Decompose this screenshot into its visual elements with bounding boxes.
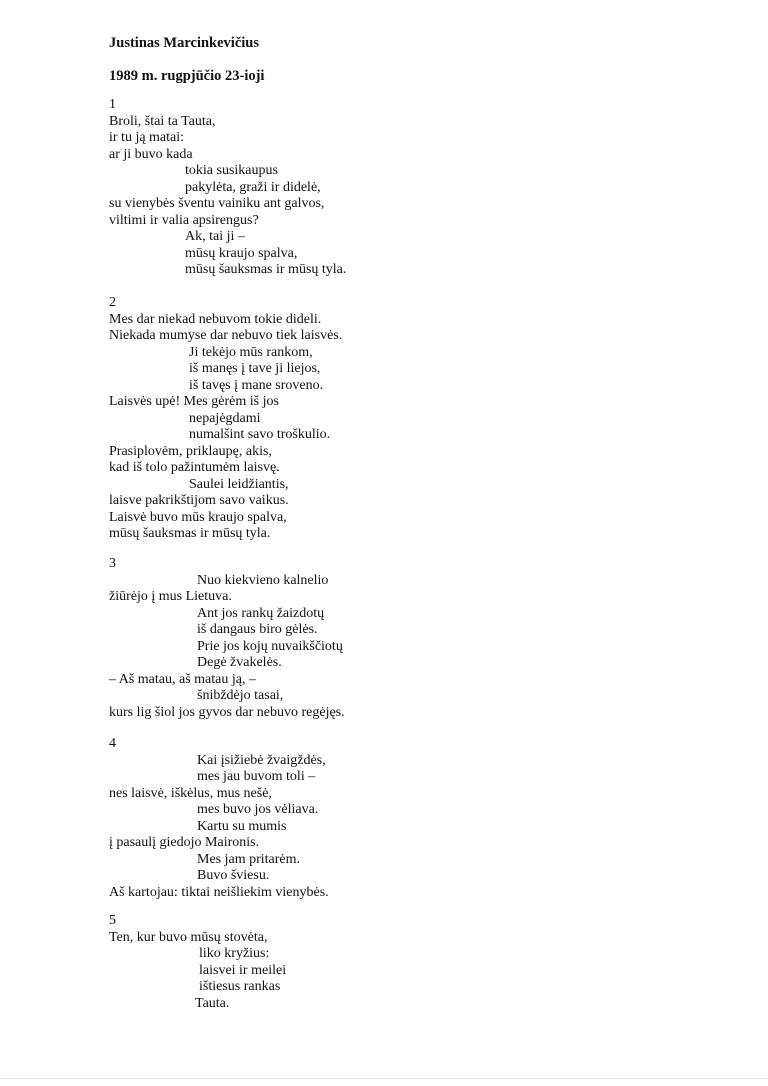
verse-line: mes jau buvom toli – xyxy=(197,769,316,784)
verse-line: Laisvės upė! Mes gėrėm iš jos xyxy=(109,394,279,409)
verse-line: kurs lig šiol jos gyvos dar nebuvo regėjęs. xyxy=(109,704,345,720)
stanza-number: 4 xyxy=(109,736,116,751)
stanza-number: 3 xyxy=(109,556,116,571)
verse-line: mūsų šauksmas ir mūsų tyla. xyxy=(185,262,347,277)
verse-line: Saulei leidžiantis, xyxy=(189,476,289,492)
stanza-3 xyxy=(109,556,709,721)
poem-title: 1989 m. rugpjūčio 23-ioji xyxy=(109,68,265,84)
verse-line: Mes dar niekad nebuvom tokie dideli. xyxy=(109,311,322,327)
verse-line: ir tu ją matai: xyxy=(109,130,185,145)
verse-line: į pasaulį giedojo Maironis. xyxy=(109,835,260,850)
verse-line: šnibždėjo tasai, xyxy=(197,688,284,703)
stanza-number: 1 xyxy=(109,97,116,112)
verse-line: ar ji buvo kada xyxy=(109,146,193,162)
verse-line: Mes jam pritarėm. xyxy=(197,851,301,867)
verse-line: pakylėta, graži ir didelė, xyxy=(185,179,321,195)
verse-line: mūsų šauksmas ir mūsų tyla. xyxy=(109,526,271,541)
verse-line: – Aš matau, aš matau ją, – xyxy=(109,671,256,687)
verse-line: Laisvė buvo mūs kraujo spalva, xyxy=(109,509,287,525)
stanza-1 xyxy=(109,97,709,279)
verse-line: laisve pakrikštijom savo vaikus. xyxy=(109,493,289,508)
stanza-4 xyxy=(109,736,709,901)
verse-line: su vienybės šventu vainiku ant galvos, xyxy=(109,196,325,211)
verse-line: Tauta. xyxy=(195,995,230,1011)
verse-line: mes buvo jos vėliava. xyxy=(197,802,319,817)
verse-line: tokia susikaupus xyxy=(185,163,278,178)
verse-line: laisvei ir meilei xyxy=(199,962,287,978)
verse-line: Buvo šviesu. xyxy=(197,868,270,883)
verse-line: numalšint savo troškulio. xyxy=(189,427,331,442)
verse-line: Prie jos kojų nuvaikščiotų xyxy=(197,638,343,654)
verse-line: Ant jos rankų žaizdotų xyxy=(197,605,325,621)
verse-line: mūsų kraujo spalva, xyxy=(185,245,298,261)
author-name: Justinas Marcinkevičius xyxy=(109,35,259,51)
verse-line: Degė žvakelės. xyxy=(197,655,282,670)
page-bottom-edge xyxy=(0,1078,768,1079)
stanza-2 xyxy=(109,295,709,543)
verse-line: Kartu su mumis xyxy=(197,818,287,834)
stanza-5 xyxy=(109,913,709,1012)
verse-line: Nuo kiekvieno kalnelio xyxy=(197,572,329,588)
verse-line: Aš kartojau: tiktai neišliekim vienybės. xyxy=(109,884,329,900)
verse-line: iš dangaus biro gėlės. xyxy=(197,622,318,637)
verse-line: Kai įsižiebė žvaigždės, xyxy=(197,752,326,768)
verse-line: Broli, štai ta Tauta, xyxy=(109,113,216,129)
verse-line: Ji tekėjo mūs rankom, xyxy=(189,344,313,360)
verse-line: Ak, tai ji – xyxy=(185,229,245,244)
verse-line: kad iš tolo pažintumėm laisvę. xyxy=(109,460,280,475)
stanza-number: 2 xyxy=(109,295,116,310)
verse-line: Prasiplovėm, priklaupę, akis, xyxy=(109,443,272,459)
verse-line: nes laisvė, iškėlus, mus nešė, xyxy=(109,785,272,801)
verse-line: liko kryžius: xyxy=(199,946,270,961)
verse-line: iš manęs į tave ji liejos, xyxy=(189,361,321,376)
verse-line: iš tavęs į mane sroveno. xyxy=(189,377,324,393)
verse-line: nepajėgdami xyxy=(189,410,261,426)
verse-line: Ten, kur buvo mūsų stovėta, xyxy=(109,929,268,945)
verse-line: Niekada mumyse dar nebuvo tiek laisvės. xyxy=(109,328,343,343)
verse-line: viltimi ir valia apsirengus? xyxy=(109,212,259,228)
verse-line: ištiesus rankas xyxy=(199,979,281,994)
verse-line: žiūrėjo į mus Lietuva. xyxy=(109,589,232,604)
stanza-number: 5 xyxy=(109,913,116,928)
